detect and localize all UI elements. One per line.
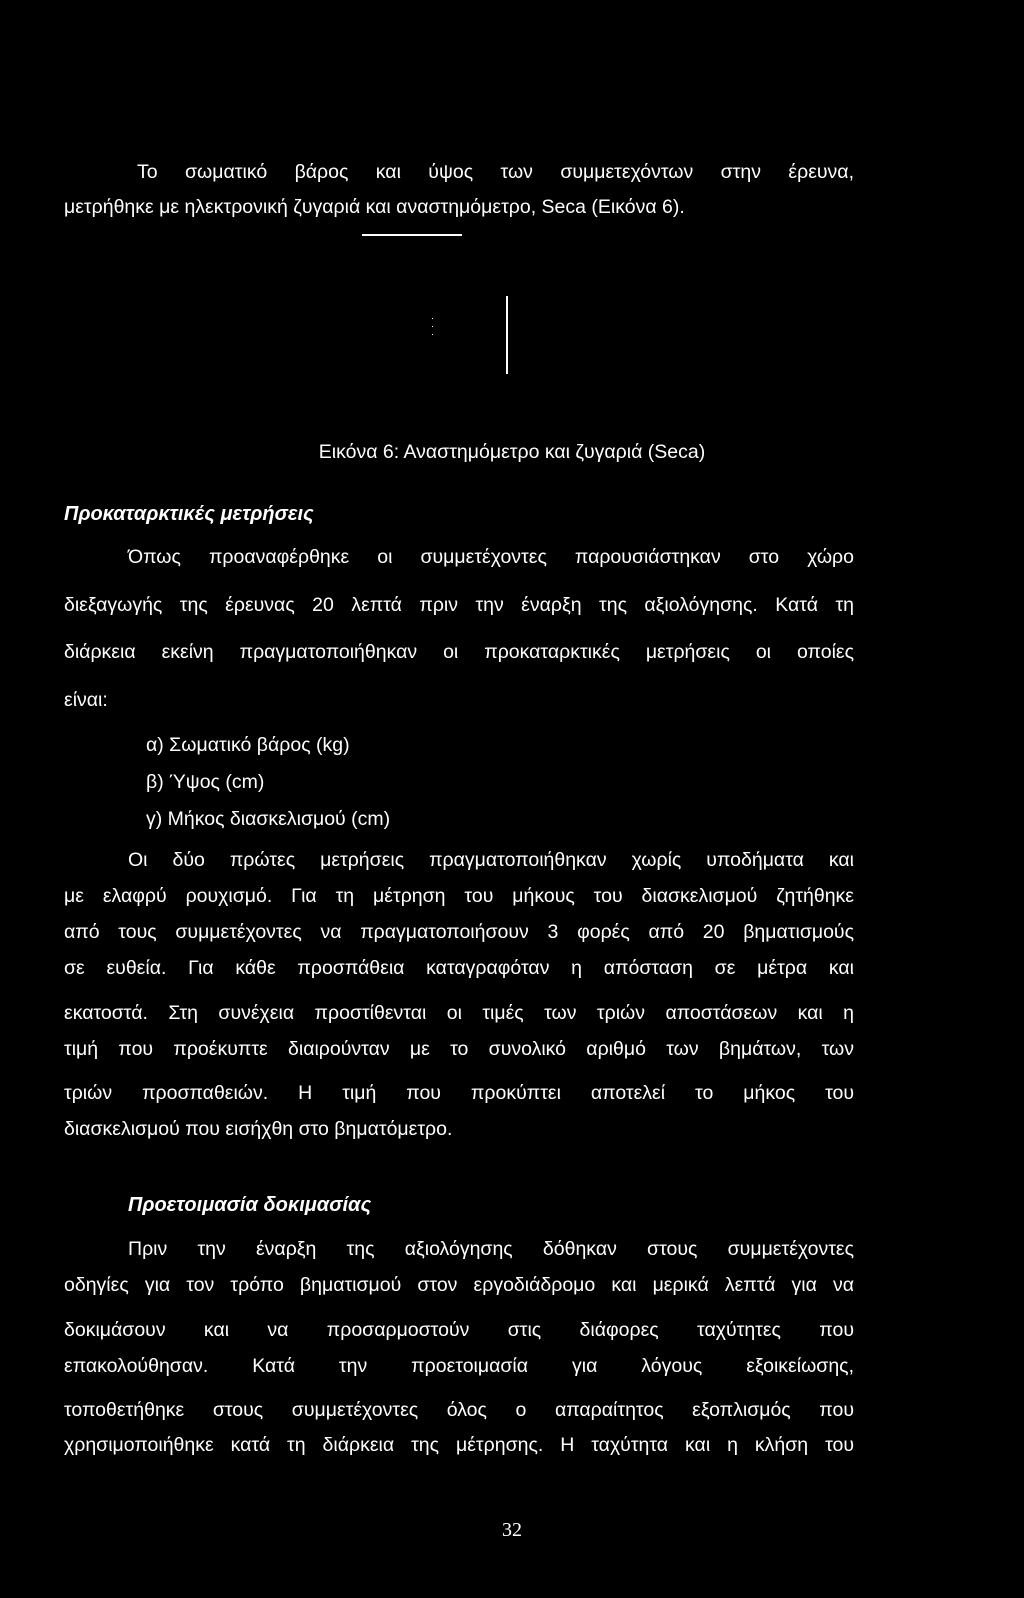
list-item: γ) Μήκος διασκελισμού (cm) (146, 808, 391, 830)
page-number: 32 (502, 1519, 522, 1541)
section-heading-preliminary-measurements: Προκαταρκτικές μετρήσεις (64, 503, 314, 525)
paragraph-line: Πριν την έναρξη της αξιολόγησης δόθηκαν στους συμμετέχοντες (128, 1238, 854, 1260)
paragraph-line: οδηγίες για τον τρόπο βηματισμού στον εργοδιάδρομο και μερικά λεπτά για να (64, 1274, 854, 1296)
section-heading-test-preparation: Προετοιμασία δοκιμασίας (128, 1194, 372, 1216)
paragraph-line: δοκιμάσουν και να προσαρμοστούν στις διάφορες ταχύτητες που (64, 1319, 854, 1341)
paragraph-line: διασκελισμού που εισήχθη στο βηματόμετρο. (64, 1118, 453, 1140)
paragraph-line: τριών προσπαθειών. Η τιμή που προκύπτει αποτελεί το μήκος του (64, 1082, 854, 1104)
figure-dot-3 (432, 334, 433, 335)
paragraph-line: είναι: (64, 689, 108, 711)
figure-top-line (362, 234, 462, 236)
intro-line-1: Το σωματικό βάρος και ύψος των συμμετεχόντων στην έρευνα, (137, 161, 854, 183)
figure-caption: Εικόνα 6: Αναστημόμετρο και ζυγαριά (Seca) (318, 441, 706, 463)
paragraph-line: με ελαφρύ ρουχισμό. Για τη μέτρηση του μήκους του διασκελισμού ζητήθηκε (64, 885, 854, 907)
paragraph-line: επακολούθησαν. Κατά την προετοιμασία για λόγους εξοικείωσης, (64, 1355, 854, 1377)
paragraph-line: εκατοστά. Στη συνέχεια προστίθενται οι τιμές των τριών αποστάσεων και η (64, 1002, 854, 1024)
paragraph-line: τιμή που προέκυπτε διαιρούνταν με το συνολικό αριθμό των βημάτων, των (64, 1038, 854, 1060)
paragraph-line: διάρκεια εκείνη πραγματοποιήθηκαν οι προκαταρκτικές μετρήσεις οι οποίες (64, 641, 854, 663)
paragraph-line: διεξαγωγής της έρευνας 20 λεπτά πριν την έναρξη της αξιολόγησης. Κατά τη (64, 594, 854, 616)
paragraph-line: Όπως προαναφέρθηκε οι συμμετέχοντες παρουσιάστηκαν στο χώρο (128, 546, 854, 568)
list-item: α) Σωματικό βάρος (kg) (146, 734, 350, 756)
paragraph-line: από τους συμμετέχοντες να πραγματοποιήσουν 3 φορές από 20 βηματισμούς (64, 921, 854, 943)
paragraph-line: τοποθετήθηκε στους συμμετέχοντες όλος ο απαραίτητος εξοπλισμός που (64, 1399, 854, 1421)
figure-vertical-line (506, 296, 508, 374)
paragraph-line: Οι δύο πρώτες μετρήσεις πραγματοποιήθηκαν χωρίς υποδήματα και (128, 849, 854, 871)
figure-dot-2 (432, 326, 433, 327)
intro-line-2: μετρήθηκε με ηλεκτρονική ζυγαριά και αναστημόμετρο, Seca (Εικόνα 6). (64, 196, 685, 218)
list-item: β) Ύψος (cm) (146, 771, 265, 793)
paragraph-line: σε ευθεία. Για κάθε προσπάθεια καταγραφόταν η απόσταση σε μέτρα και (64, 957, 854, 979)
paragraph-line: χρησιμοποιήθηκε κατά τη διάρκεια της μέτρησης. Η ταχύτητα και η κλήση του (64, 1434, 854, 1456)
figure-dot-1 (432, 318, 433, 319)
